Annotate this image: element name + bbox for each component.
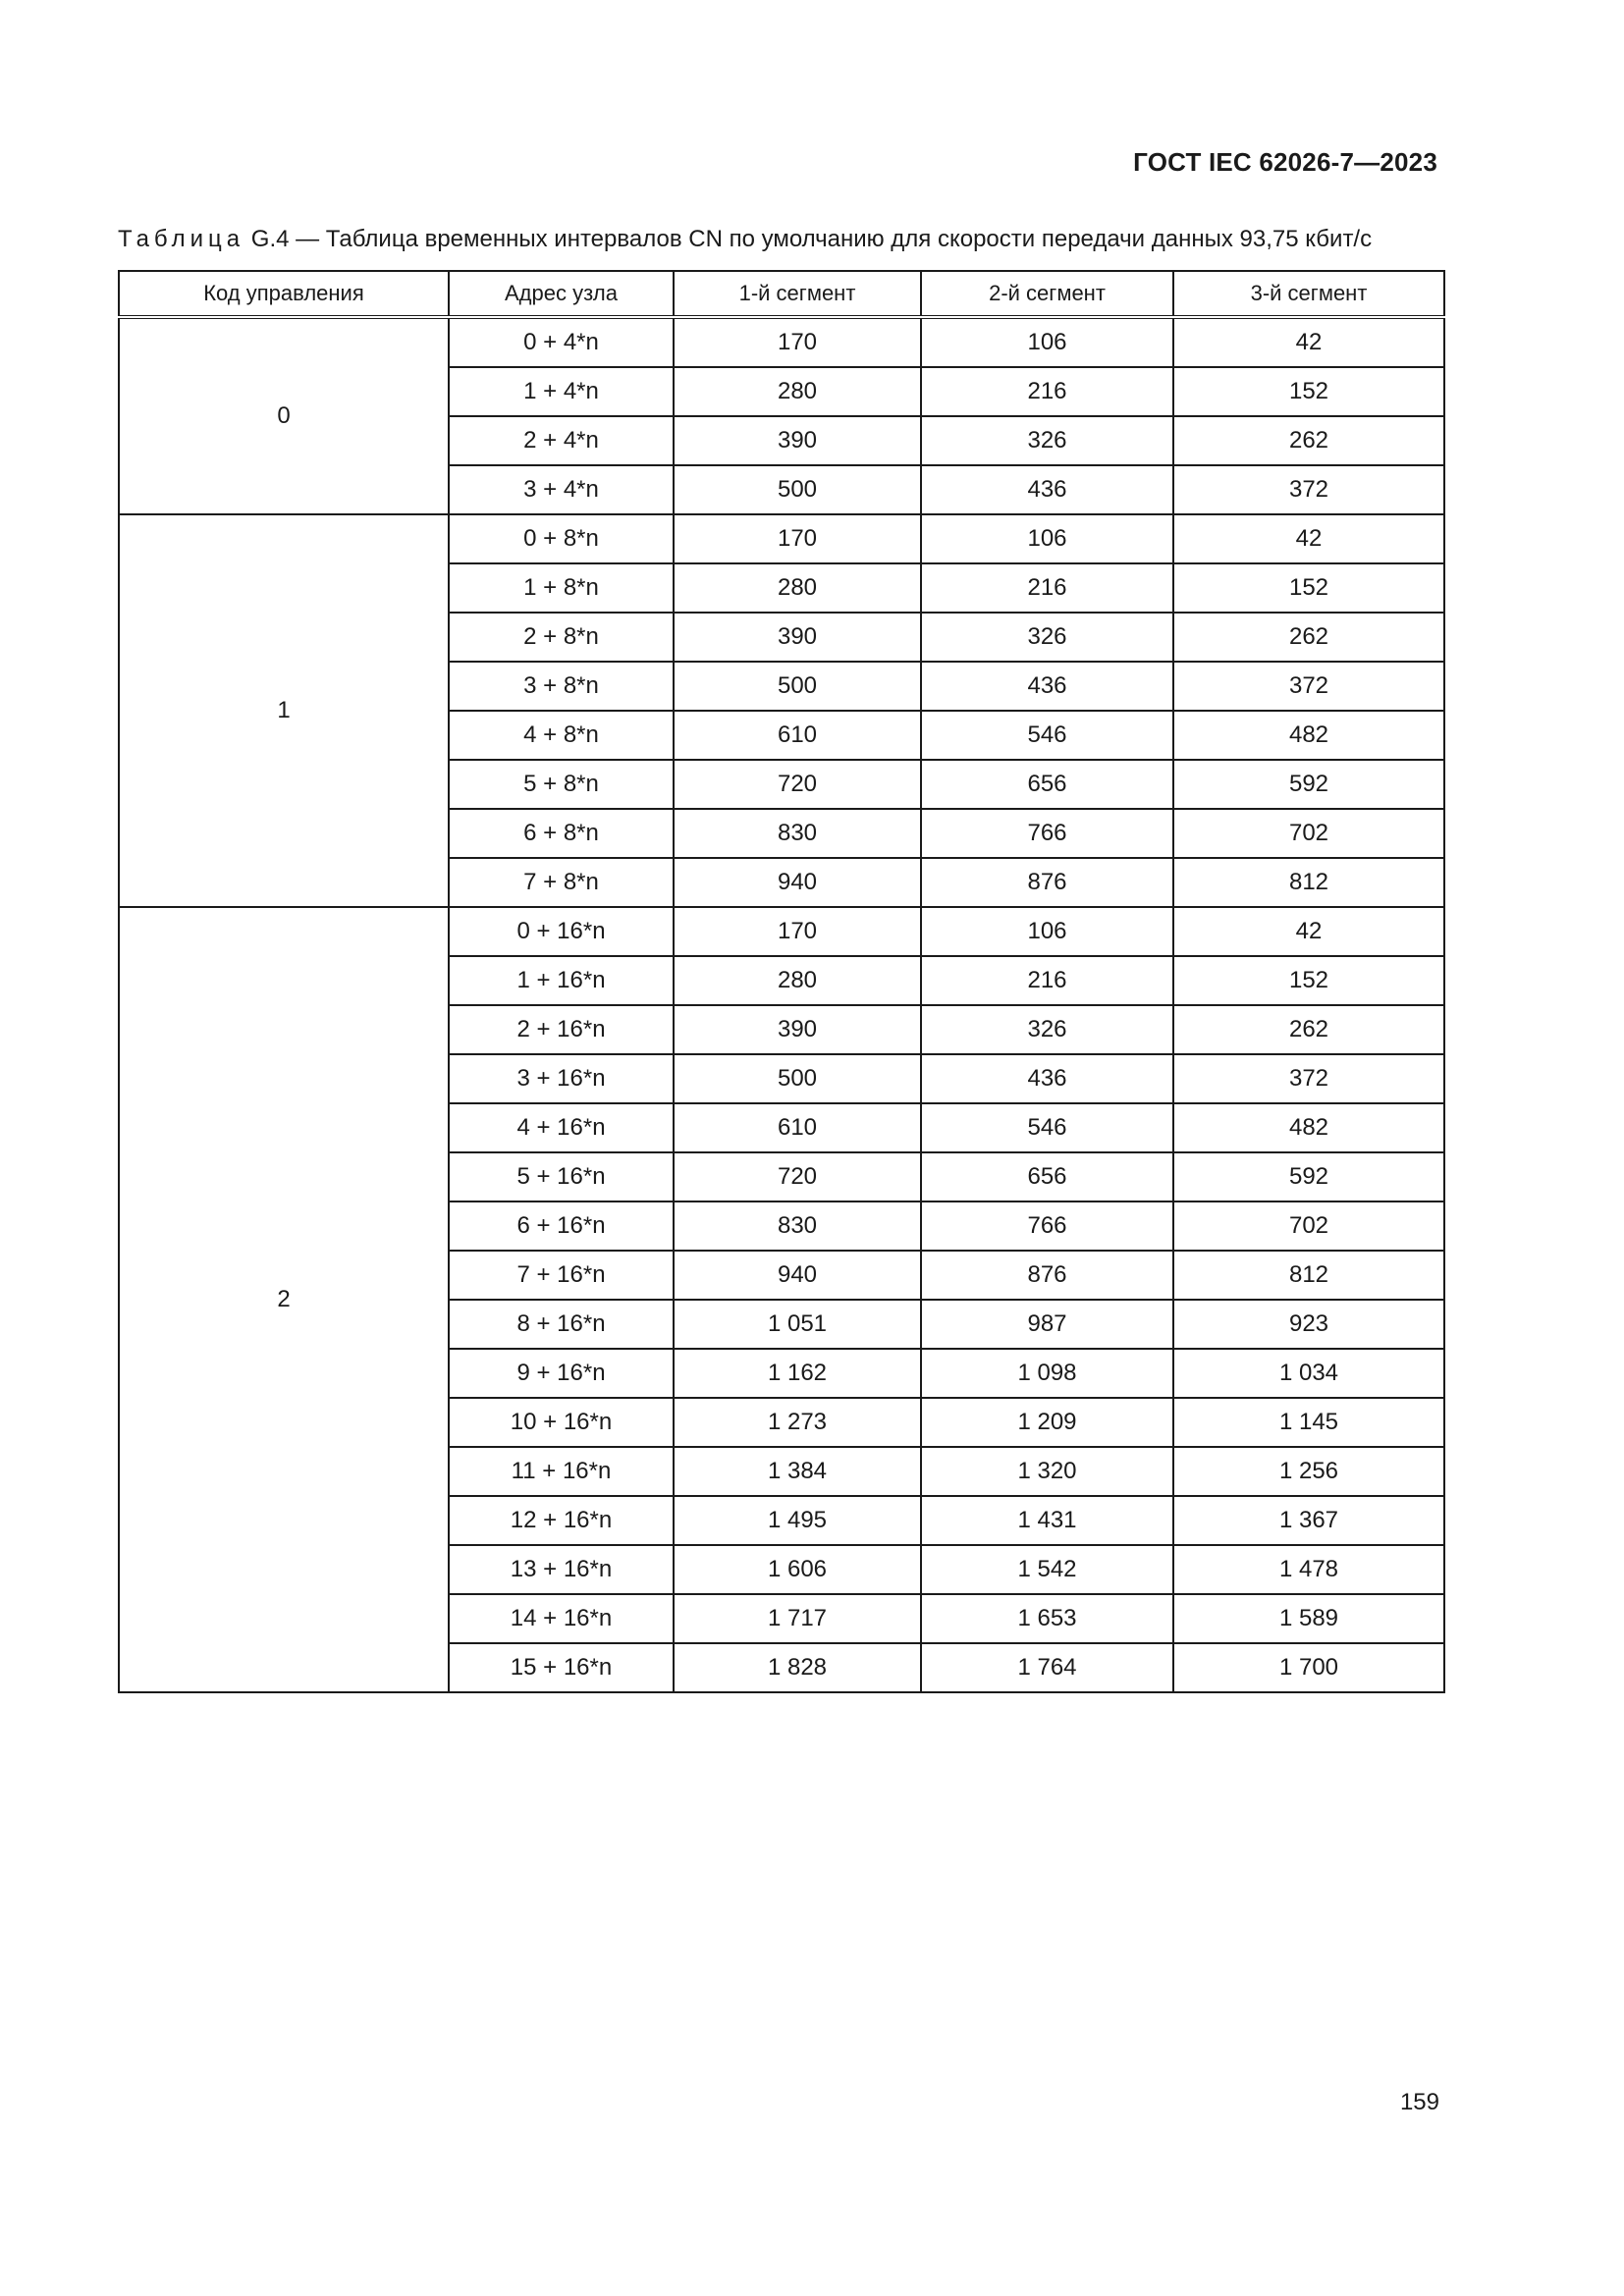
segment-1-cell: 390: [674, 1005, 921, 1054]
table-header-row: [119, 271, 1444, 317]
segment-2-cell: 216: [921, 956, 1173, 1005]
segment-1-cell: 170: [674, 317, 921, 367]
segment-2-cell: 326: [921, 416, 1173, 465]
timing-table: [118, 270, 1445, 1693]
table-body: [119, 317, 1444, 1692]
node-address-cell: 7 + 16*n: [449, 1251, 674, 1300]
segment-1-cell: 1 828: [674, 1643, 921, 1692]
node-address-cell: 3 + 8*n: [449, 662, 674, 711]
segment-1-cell: 830: [674, 809, 921, 858]
segment-1-cell: 1 495: [674, 1496, 921, 1545]
node-address-cell: 7 + 8*n: [449, 858, 674, 907]
node-address-cell: 6 + 16*n: [449, 1201, 674, 1251]
segment-1-cell: 280: [674, 563, 921, 613]
segment-2-cell: 216: [921, 563, 1173, 613]
segment-1-cell: 390: [674, 416, 921, 465]
segment-3-cell: 42: [1173, 907, 1444, 956]
node-address-cell: 1 + 8*n: [449, 563, 674, 613]
segment-3-cell: 262: [1173, 613, 1444, 662]
table-row: [119, 317, 1444, 367]
node-address-cell: 10 + 16*n: [449, 1398, 674, 1447]
segment-3-cell: 812: [1173, 1251, 1444, 1300]
segment-3-cell: 1 589: [1173, 1594, 1444, 1643]
node-address-cell: 11 + 16*n: [449, 1447, 674, 1496]
node-address-cell: 3 + 16*n: [449, 1054, 674, 1103]
segment-3-cell: 372: [1173, 1054, 1444, 1103]
document-header: ГОСТ IEC 62026-7—2023: [1133, 147, 1437, 177]
segment-2-cell: 987: [921, 1300, 1173, 1349]
segment-1-cell: 1 273: [674, 1398, 921, 1447]
segment-1-cell: 610: [674, 711, 921, 760]
segment-3-cell: 262: [1173, 416, 1444, 465]
segment-1-cell: 390: [674, 613, 921, 662]
segment-1-cell: 500: [674, 465, 921, 514]
caption-text: — Таблица временных интервалов CN по умолчанию для скорости передачи данных 93,75 кбит/с: [296, 226, 1373, 252]
segment-3-cell: 372: [1173, 662, 1444, 711]
segment-2-cell: 1 098: [921, 1349, 1173, 1398]
segment-3-cell: 482: [1173, 1103, 1444, 1152]
segment-2-cell: 1 209: [921, 1398, 1173, 1447]
segment-1-cell: 280: [674, 956, 921, 1005]
segment-1-cell: 1 051: [674, 1300, 921, 1349]
segment-1-cell: 720: [674, 1152, 921, 1201]
caption-label: Таблица: [118, 226, 245, 252]
column-header-node-address: Адрес узла: [449, 271, 674, 317]
segment-3-cell: 42: [1173, 514, 1444, 563]
segment-2-cell: 1 542: [921, 1545, 1173, 1594]
segment-3-cell: 812: [1173, 858, 1444, 907]
control-code-cell: 2: [119, 907, 449, 1692]
table-caption: [118, 226, 1453, 253]
segment-2-cell: 546: [921, 711, 1173, 760]
segment-1-cell: 720: [674, 760, 921, 809]
node-address-cell: 0 + 8*n: [449, 514, 674, 563]
segment-2-cell: 766: [921, 1201, 1173, 1251]
node-address-cell: 0 + 4*n: [449, 317, 674, 367]
segment-3-cell: 1 256: [1173, 1447, 1444, 1496]
node-address-cell: 3 + 4*n: [449, 465, 674, 514]
node-address-cell: 2 + 16*n: [449, 1005, 674, 1054]
segment-2-cell: 216: [921, 367, 1173, 416]
node-address-cell: 12 + 16*n: [449, 1496, 674, 1545]
segment-3-cell: 42: [1173, 317, 1444, 367]
node-address-cell: 2 + 4*n: [449, 416, 674, 465]
segment-2-cell: 106: [921, 317, 1173, 367]
node-address-cell: 0 + 16*n: [449, 907, 674, 956]
segment-2-cell: 326: [921, 1005, 1173, 1054]
segment-1-cell: 940: [674, 1251, 921, 1300]
node-address-cell: 4 + 16*n: [449, 1103, 674, 1152]
table-row: [119, 514, 1444, 563]
segment-1-cell: 830: [674, 1201, 921, 1251]
segment-3-cell: 592: [1173, 1152, 1444, 1201]
segment-3-cell: 1 700: [1173, 1643, 1444, 1692]
segment-2-cell: 106: [921, 514, 1173, 563]
segment-2-cell: 1 431: [921, 1496, 1173, 1545]
node-address-cell: 5 + 8*n: [449, 760, 674, 809]
segment-1-cell: 170: [674, 907, 921, 956]
segment-2-cell: 1 320: [921, 1447, 1173, 1496]
segment-2-cell: 876: [921, 858, 1173, 907]
column-header-segment-1: 1-й сегмент: [674, 271, 921, 317]
segment-3-cell: 923: [1173, 1300, 1444, 1349]
segment-2-cell: 436: [921, 662, 1173, 711]
segment-2-cell: 436: [921, 1054, 1173, 1103]
page-number: 159: [1399, 2089, 1439, 2115]
segment-1-cell: 1 606: [674, 1545, 921, 1594]
node-address-cell: 5 + 16*n: [449, 1152, 674, 1201]
segment-3-cell: 372: [1173, 465, 1444, 514]
segment-3-cell: 482: [1173, 711, 1444, 760]
segment-3-cell: 592: [1173, 760, 1444, 809]
node-address-cell: 15 + 16*n: [449, 1643, 674, 1692]
segment-3-cell: 262: [1173, 1005, 1444, 1054]
segment-3-cell: 702: [1173, 1201, 1444, 1251]
segment-1-cell: 1 384: [674, 1447, 921, 1496]
segment-3-cell: 152: [1173, 956, 1444, 1005]
segment-2-cell: 106: [921, 907, 1173, 956]
control-code-cell: 1: [119, 514, 449, 907]
caption-number: G.4: [250, 226, 290, 252]
segment-2-cell: 656: [921, 1152, 1173, 1201]
segment-2-cell: 766: [921, 809, 1173, 858]
segment-3-cell: 152: [1173, 367, 1444, 416]
segment-2-cell: 876: [921, 1251, 1173, 1300]
segment-1-cell: 500: [674, 662, 921, 711]
column-header-segment-3: 3-й сегмент: [1173, 271, 1444, 317]
node-address-cell: 6 + 8*n: [449, 809, 674, 858]
node-address-cell: 1 + 16*n: [449, 956, 674, 1005]
segment-1-cell: 170: [674, 514, 921, 563]
segment-1-cell: 1 162: [674, 1349, 921, 1398]
segment-3-cell: 1 367: [1173, 1496, 1444, 1545]
segment-1-cell: 610: [674, 1103, 921, 1152]
segment-3-cell: 152: [1173, 563, 1444, 613]
segment-2-cell: 1 653: [921, 1594, 1173, 1643]
segment-1-cell: 1 717: [674, 1594, 921, 1643]
node-address-cell: 8 + 16*n: [449, 1300, 674, 1349]
node-address-cell: 14 + 16*n: [449, 1594, 674, 1643]
column-header-segment-2: 2-й сегмент: [921, 271, 1173, 317]
node-address-cell: 4 + 8*n: [449, 711, 674, 760]
segment-2-cell: 326: [921, 613, 1173, 662]
segment-2-cell: 656: [921, 760, 1173, 809]
node-address-cell: 9 + 16*n: [449, 1349, 674, 1398]
node-address-cell: 1 + 4*n: [449, 367, 674, 416]
node-address-cell: 13 + 16*n: [449, 1545, 674, 1594]
control-code-cell: 0: [119, 317, 449, 514]
segment-3-cell: 1 145: [1173, 1398, 1444, 1447]
segment-2-cell: 436: [921, 465, 1173, 514]
segment-2-cell: 546: [921, 1103, 1173, 1152]
segment-1-cell: 500: [674, 1054, 921, 1103]
column-header-control-code: Код управления: [119, 271, 449, 317]
segment-3-cell: 1 478: [1173, 1545, 1444, 1594]
segment-1-cell: 940: [674, 858, 921, 907]
segment-3-cell: 1 034: [1173, 1349, 1444, 1398]
segment-2-cell: 1 764: [921, 1643, 1173, 1692]
segment-1-cell: 280: [674, 367, 921, 416]
table-row: [119, 907, 1444, 956]
node-address-cell: 2 + 8*n: [449, 613, 674, 662]
segment-3-cell: 702: [1173, 809, 1444, 858]
